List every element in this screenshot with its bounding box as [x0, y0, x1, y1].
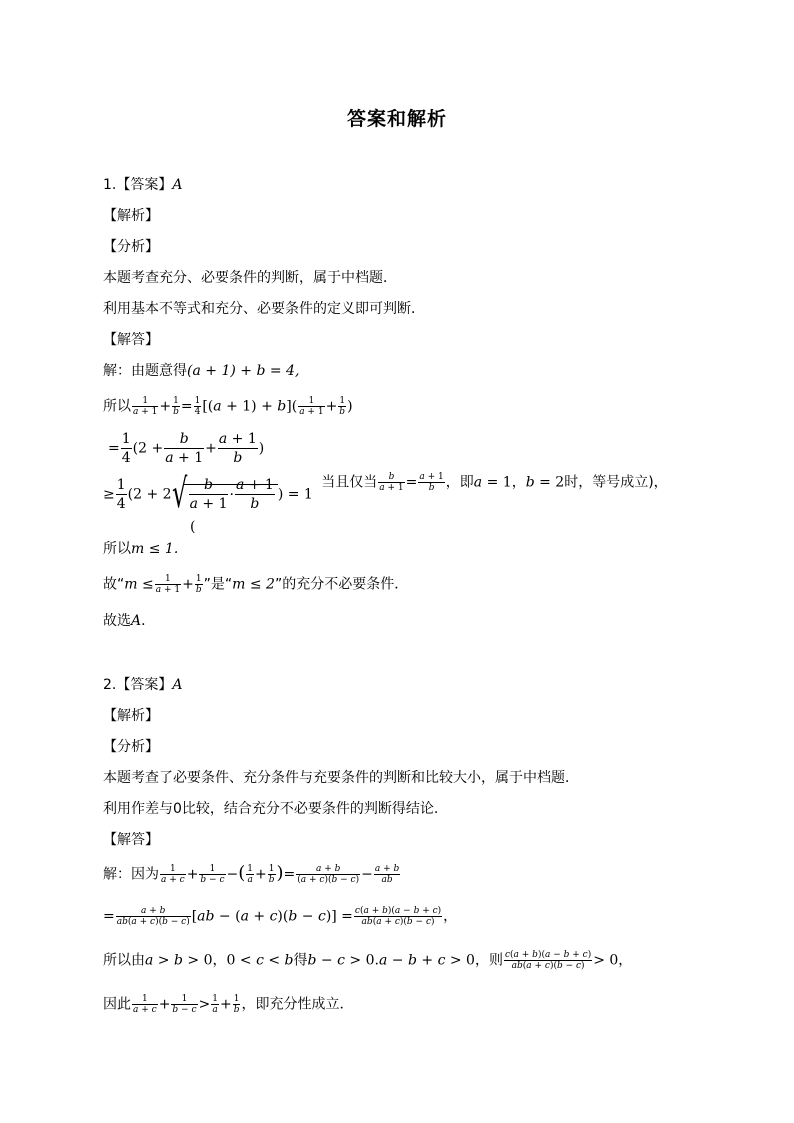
frac: $\frac{1}{b}$: [268, 864, 275, 885]
sqrt: √ $\frac{b}{a + 1}$ · $\frac{a + 1}{b}$: [172, 476, 278, 513]
q2-sol4-text1: 因此: [103, 996, 131, 1013]
q1-sol6-text2: ”是“: [203, 576, 233, 593]
q1-jiexi: 【解析】: [103, 208, 159, 224]
frac: $\frac{1}{a}$: [212, 994, 218, 1015]
page-title: 答案和解析: [346, 108, 447, 130]
frac: $\frac{1}{a + 1}$: [299, 396, 324, 417]
q1-jieda: 【解答】: [103, 332, 159, 348]
frac: $\frac{1}{4}$: [121, 431, 131, 466]
q1-solution-3: = $\frac{1}{4}$ (2 + $\frac{b}{a + 1}$ + $\frac{a + 1}{b}$ ): [108, 431, 265, 466]
frac: $\frac{a + 1}{b}$: [419, 472, 444, 493]
q2-jiexi: 【解析】: [103, 708, 159, 724]
frac: $\frac{1}{a + c}$: [161, 864, 185, 885]
q1-sol7-answer: A: [131, 613, 142, 629]
frac: $\frac{b}{a + 1}$: [379, 472, 404, 493]
frac: $\frac{1}{a + 1}$: [155, 574, 181, 595]
q1-sol5-math: m ≤ 1.: [131, 541, 179, 557]
q2-jieda: 【解答】: [103, 832, 159, 848]
q1-analysis-2: 利用基本不等式和充分、必要条件的定义即可判断．: [103, 301, 425, 317]
q1-fenxi: 【分析】: [103, 239, 159, 255]
q2-sol1-text: 解：因为: [103, 866, 159, 883]
q1-sol4-text3: 时，等号成立)，: [564, 474, 668, 491]
q2-solution-4: 因此 $\frac{1}{a + c}$ + $\frac{1}{b - c}$ > $\frac{1}{a}$ + $\frac{1}{b}$ ，即充分性成立．: [103, 994, 354, 1015]
frac: $\frac{c(a + b)(a - b + c)}{ab(a + c)(b - c)}$: [504, 950, 592, 971]
q2-solution-1: 解：因为 $\frac{1}{a + c}$ + $\frac{1}{b - c}$ −( $\frac{1}{a}$ + $\frac{1}{b}$ )= $\frac{a + b}{(a + c)(b - c)}$ − $\frac{a + b}{ab}$: [103, 862, 400, 885]
q2-sol3-text3: ，则: [474, 952, 503, 969]
frac: $\frac{a + b}{ab(a + c)(b - c)}$: [116, 906, 190, 927]
q1-solution-6: 故“m ≤ $\frac{1}{a + 1}$ + $\frac{1}{b}$ ”是“m ≤ 2”的充分不必要条件．: [103, 574, 409, 595]
q2-fenxi: 【分析】: [103, 739, 159, 755]
frac: $\frac{c(a + b)(a - b + c)}{ab(a + c)(b - c)}$: [354, 906, 442, 927]
paren-glyph: (: [190, 519, 196, 535]
q2-answer-line: [103, 676, 182, 694]
q1-sol6-text1: 故“: [103, 576, 125, 593]
q1-solution-7: [103, 612, 155, 630]
q1-sol4-text1: 当且仅当: [321, 474, 378, 491]
frac: $\frac{1}{b - c}$: [200, 864, 225, 885]
frac: $\frac{a + b}{(a + c)(b - c)}$: [297, 864, 360, 885]
q1-solution-4: ≥ $\frac{1}{4}$ (2 + 2 √ $\frac{b}{a + 1}$ · $\frac{a + 1}{b}$ ) = 1 当且仅当 $\frac{b}{a + 1}$ = $\frac{a + 1}{b}$ ，即a = 1，b = 2时，等号成立)，: [103, 471, 668, 517]
frac: $\frac{a + 1}{b}$: [218, 431, 257, 466]
q2-sol3-text1: 所以由: [103, 952, 145, 969]
q1-answer-line: [103, 176, 182, 194]
frac: $\frac{1}{a}$: [247, 864, 253, 885]
q2-solution-2: = $\frac{a + b}{ab(a + c)(b - c)}$ [ab − (a + c)(b − c)] = $\frac{c(a + b)(a - b + c)}{ab(a + c)(b - c)}$ ，: [103, 906, 458, 927]
q1-solution-1: [103, 362, 299, 380]
q1-sol2-text: 所以: [103, 398, 131, 415]
q2-sol4-text2: ，即充分性成立．: [241, 996, 354, 1013]
frac: $\frac{1}{4}$: [116, 477, 126, 512]
frac: $\frac{a + b}{ab}$: [374, 864, 400, 885]
q1-sol1-math: (a + 1) + b = 4,: [187, 363, 300, 379]
frac: $\frac{b}{a + 1}$: [165, 431, 204, 466]
q1-answer: A: [172, 177, 183, 193]
frac: $\frac{1}{b}$: [233, 994, 240, 1015]
q1-sol4-text2: ，即: [445, 474, 474, 491]
q1-sol7-text: 故选: [103, 613, 131, 629]
q1-analysis-1: 本题考查充分、必要条件的判断，属于中档题．: [103, 270, 397, 286]
q1-sol1-text: 解：由题意得: [103, 363, 187, 379]
q2-analysis-1: 本题考查了必要条件、充分条件与充要条件的判断和比较大小，属于中档题．: [103, 770, 579, 786]
q1-sol7-suffix: ．: [141, 613, 156, 629]
q1-solution-5: [103, 540, 178, 558]
q1-sol5-text: 所以: [103, 541, 131, 557]
q2-sol3-text2: 得: [293, 952, 308, 969]
frac: $\frac{1}{4}$: [194, 396, 201, 417]
q2-solution-3: 所以由a > b > 0，0 < c < b得b − c > 0.a − b + c > 0，则 $\frac{c(a + b)(a - b + c)}{ab(a + c)(b - c)}$ > 0，: [103, 950, 633, 971]
frac: $\frac{1}{b}$: [173, 396, 179, 417]
frac: $\frac{1}{b - c}$: [172, 994, 197, 1015]
q1-solution-2: 所以 $\frac{1}{a + 1}$ + $\frac{1}{b}$ = $\frac{1}{4}$ [(a + 1) + b]( $\frac{1}{a + 1}$ + $\frac{1}{b}$ ): [103, 396, 353, 417]
frac: $\frac{1}{b}$: [195, 574, 202, 595]
q2-header: 2.【答案】: [103, 677, 173, 693]
q1-header: 1.【答案】: [103, 177, 173, 193]
frac: $\frac{1}{a + 1}$: [133, 396, 158, 417]
q2-analysis-2: 利用作差与0比较，结合充分不必要条件的判断得结论.: [103, 801, 439, 817]
frac: $\frac{1}{b}$: [339, 396, 346, 417]
q1-sol6-math: m ≤ 2: [232, 576, 275, 593]
q1-sol6-text3: ”的充分不必要条件．: [274, 576, 409, 593]
q2-answer: A: [172, 677, 183, 693]
frac: $\frac{1}{a + c}$: [133, 994, 157, 1015]
